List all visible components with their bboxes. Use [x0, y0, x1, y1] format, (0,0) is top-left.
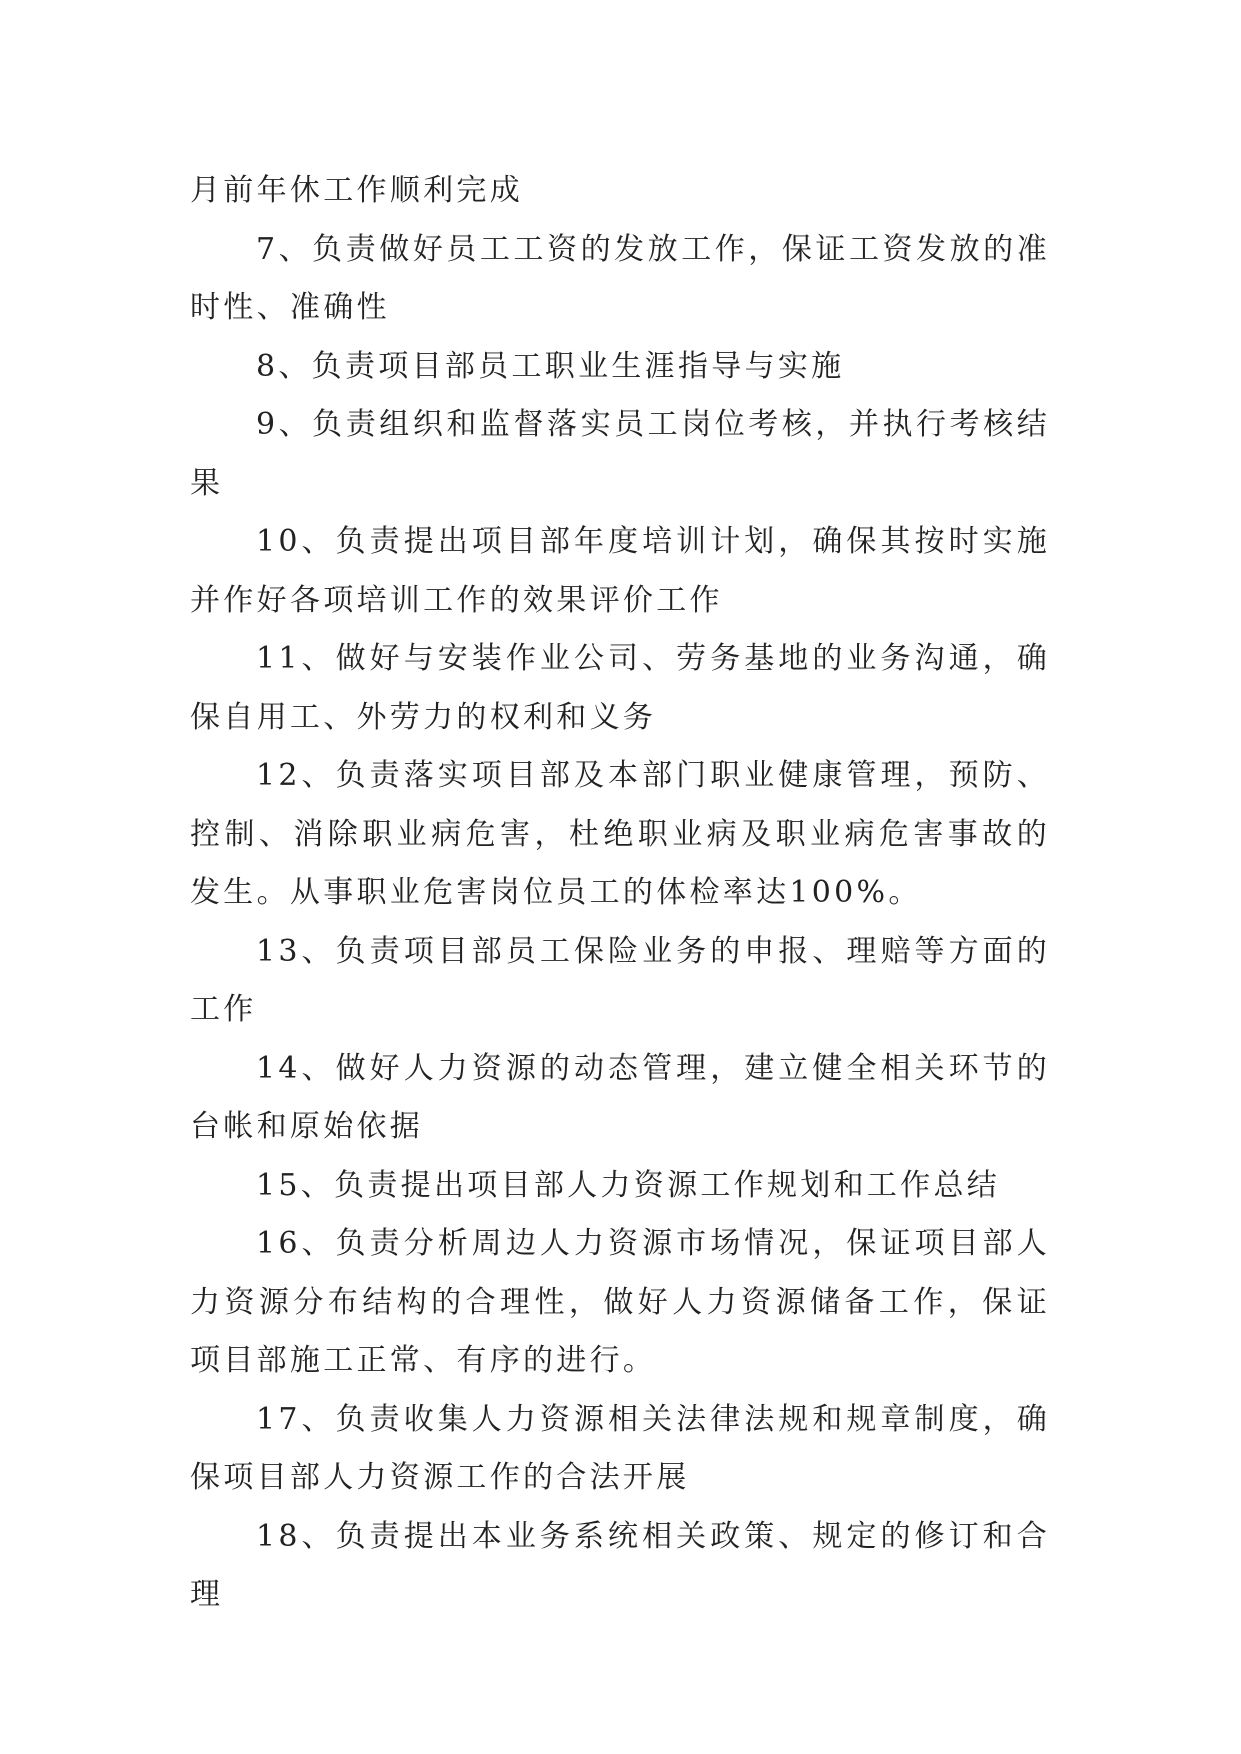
paragraph-item-15: 15、负责提出项目部人力资源工作规划和工作总结	[256, 1167, 1001, 1203]
paragraph-item-12: 12、负责落实项目部及本部门职业健康管理，预防、控制、消除职业病危害，杜绝职业病及职业病危害事故的发生。从事职业危害岗位员工的体检率达100%。	[190, 758, 1050, 910]
paragraph-item-9: 9、负责组织和监督落实员工岗位考核，并执行考核结果	[190, 407, 1050, 501]
paragraph-item-7: 7、负责做好员工工资的发放工作，保证工资发放的准时性、准确性	[190, 231, 1050, 325]
paragraph-item-10: 10、负责提出项目部年度培训计划，确保其按时实施并作好各项培训工作的效果评价工作	[190, 524, 1050, 618]
paragraph-continuation: 月前年休工作顺利完成	[190, 173, 523, 208]
paragraph-item-16: 16、负责分析周边人力资源市场情况，保证项目部人力资源分布结构的合理性，做好人力资源储备工作，保证项目部施工正常、有序的进行。	[190, 1226, 1050, 1378]
paragraph-item-14: 14、做好人力资源的动态管理，建立健全相关环节的台帐和原始依据	[190, 1050, 1050, 1144]
paragraph-item-13: 13、负责项目部员工保险业务的申报、理赔等方面的工作	[190, 933, 1050, 1027]
document-body	[190, 162, 1050, 1625]
paragraph-item-8: 8、负责项目部员工职业生涯指导与实施	[256, 348, 845, 384]
paragraph-item-17: 17、负责收集人力资源相关法律法规和规章制度，确保项目部人力资源工作的合法开展	[190, 1401, 1050, 1495]
paragraph-item-11: 11、做好与安装作业公司、劳务基地的业务沟通，确保自用工、外劳力的权利和义务	[190, 641, 1050, 735]
paragraph-item-18: 18、负责提出本业务系统相关政策、规定的修订和合理	[190, 1518, 1050, 1612]
